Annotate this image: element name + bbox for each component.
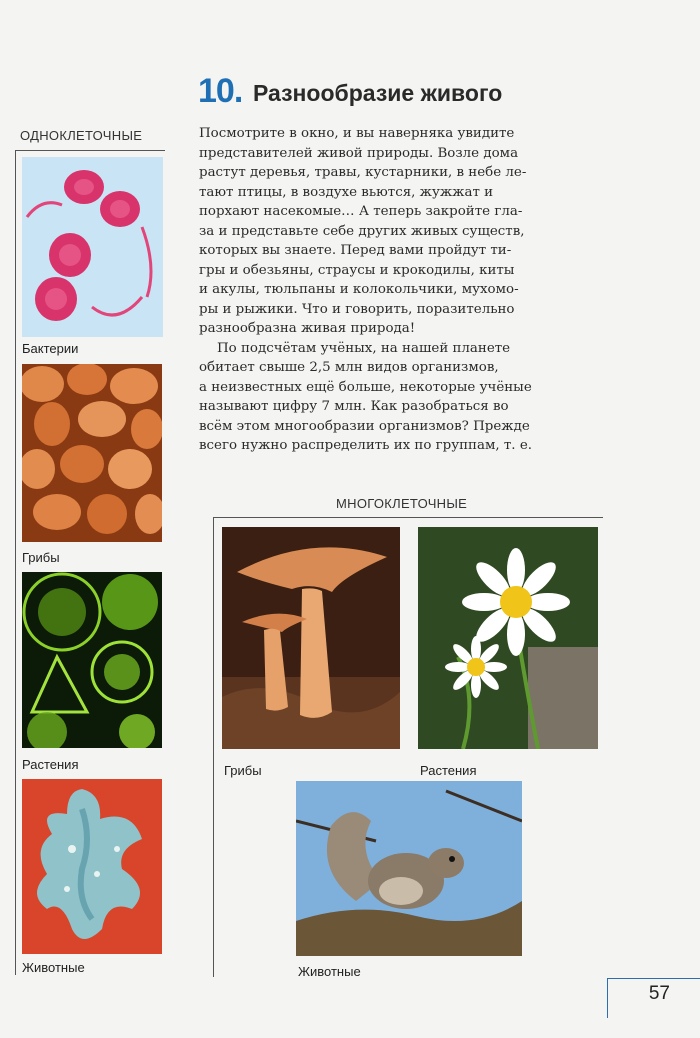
caption-plants-multi: Растения: [420, 763, 477, 778]
caption-plants-uni: Растения: [22, 757, 79, 772]
text-line: представителей живой природы. Возле дома: [199, 145, 519, 161]
multicellular-rule-vertical: [213, 517, 214, 977]
text-line: а неизвестных ещё больше, некоторые учёные: [199, 379, 532, 395]
text-line: гры и обезьяны, страусы и крокодилы, киты: [199, 262, 515, 278]
section-number: 10.: [198, 72, 243, 110]
caption-bacteria: Бактерии: [22, 341, 79, 356]
text-line: и акулы, тюльпаны и колокольчики, мухомо-: [199, 282, 519, 297]
page-number-rule-horizontal: [607, 978, 700, 979]
page-number-rule-vertical: [607, 978, 608, 1018]
text-line: Посмотрите в окно, и вы наверняка увидите: [199, 126, 515, 141]
caption-fungi-uni: Грибы: [22, 550, 60, 565]
text-line: за и представьте себе других живых существ,: [199, 223, 525, 239]
unicellular-label: ОДНОКЛЕТОЧНЫЕ: [20, 128, 143, 143]
amoeba-image: [22, 779, 162, 954]
page-number: 57: [648, 983, 670, 1004]
squirrel-image: [296, 781, 522, 956]
mushroom-image: [222, 527, 400, 749]
caption-animals-multi: Животные: [298, 964, 361, 979]
text-line: порхают насекомые… А теперь закройте гла-: [199, 204, 523, 219]
sidebar-rule-horizontal: [15, 150, 165, 151]
paragraph-1: [199, 124, 609, 339]
sidebar-rule-vertical: [15, 150, 16, 975]
daisy-image: [418, 527, 598, 749]
yeast-image: [22, 364, 162, 542]
text-line: обитает свыше 2,5 млн видов организмов,: [199, 360, 499, 375]
body-text: [199, 124, 609, 456]
text-line: По подсчётам учёных, на нашей планете: [217, 340, 511, 356]
text-line: разнообразна живая природа!: [199, 321, 416, 336]
text-line: называют цифру 7 млн. Как разобраться во: [199, 399, 509, 414]
bacteria-image: [22, 157, 163, 337]
caption-fungi-multi: Грибы: [224, 763, 262, 778]
diatoms-image: [22, 572, 162, 748]
text-line: растут деревья, травы, кустарники, в небе ле-: [199, 165, 527, 180]
multicellular-rule-horizontal: [213, 517, 603, 518]
caption-animals-uni: Животные: [22, 960, 85, 975]
text-line: ры и рыжики. Что и говорить, поразительно: [199, 301, 515, 317]
paragraph-2: [199, 339, 609, 456]
text-line: всём этом многообразии организмов? Прежде: [199, 418, 530, 434]
page-title: Разнообразие живого: [253, 80, 503, 106]
text-line: всего нужно распределить их по группам, т. е.: [199, 438, 533, 453]
text-line: тают птицы, в воздухе вьются, жужжат и: [199, 184, 494, 200]
multicellular-label: МНОГОКЛЕТОЧНЫЕ: [336, 496, 468, 511]
text-line: которых вы знаете. Перед вами пройдут ти-: [199, 243, 512, 258]
